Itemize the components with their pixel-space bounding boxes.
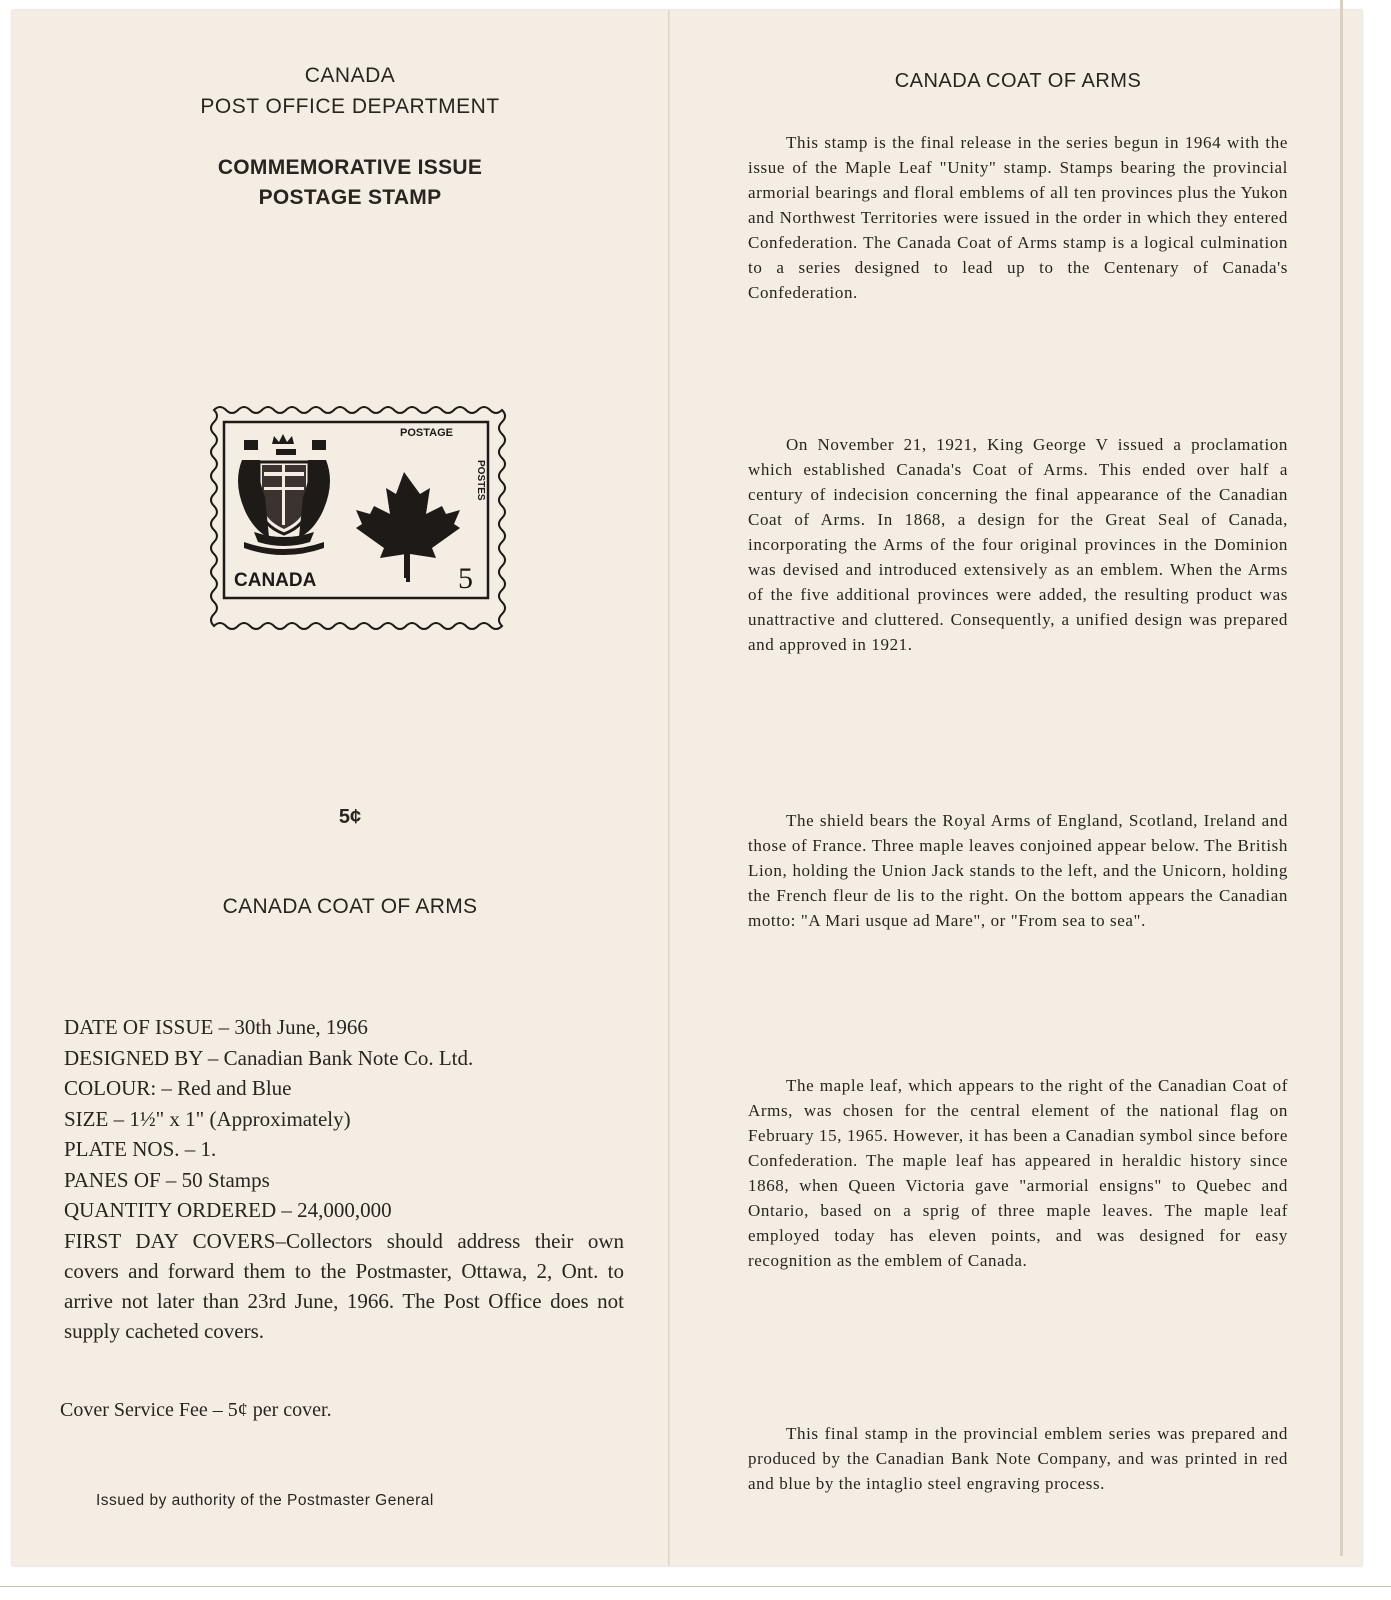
paragraph-shield	[748, 808, 1288, 933]
left-stamp-title: CANADA COAT OF ARMS	[222, 895, 478, 918]
detail-first-day-covers: FIRST DAY COVERS–Collectors should address their own covers and forward them to the Postmaster, Ottawa, 2, Ont. to arrive not later than 23rd June, 1966. The Post Office does not supply cacheted covers.	[64, 1228, 624, 1343]
paragraph-series-release	[748, 130, 1288, 305]
stamp-postes-label: POSTES	[475, 460, 486, 501]
header-department: POST OFFICE DEPARTMENT	[200, 95, 500, 118]
stamp-country-label: CANADA	[234, 570, 317, 591]
right-edge-shadow	[1340, 0, 1343, 1556]
detail-quantity-ordered: QUANTITY ORDERED – 24,000,000	[64, 1198, 392, 1222]
stamp-image	[204, 402, 508, 630]
paragraph-5-text: This final stamp in the provincial emblem series was prepared and produced by the Canadian Bank Note Company, and was printed in red and blue by the intaglio steel engraving process.	[748, 1424, 1288, 1493]
header-stamp-type: POSTAGE STAMP	[258, 186, 442, 209]
paragraph-3-text: The shield bears the Royal Arms of England, Scotland, Ireland and those of France. Three maple leaves conjoined appear below. The British Lion, holding the Union Jack stands to the left, and the Unicorn, holding the French fleur de lis to the right. On the bottom appears the Canadian motto: "A Mari usque ad Mare", or "From sea to sea".	[748, 811, 1288, 930]
stamp-price: 5¢	[338, 806, 362, 828]
detail-plate-nos: PLATE NOS. – 1.	[64, 1137, 217, 1161]
detail-designed-by: DESIGNED BY – Canadian Bank Note Co. Ltd.	[64, 1045, 474, 1070]
stamp-denomination: 5	[458, 562, 473, 595]
detail-panes-of: PANES OF – 50 Stamps	[64, 1167, 270, 1192]
cover-service-fee: Cover Service Fee – 5¢ per cover.	[60, 1399, 332, 1421]
header-issue-type: COMMEMORATIVE ISSUE	[217, 156, 483, 179]
bottom-rule	[0, 1586, 1391, 1587]
paragraph-production	[748, 1421, 1288, 1496]
stamp-illustration	[204, 402, 508, 630]
right-stamp-title: CANADA COAT OF ARMS	[894, 70, 1142, 92]
header-country: CANADA	[304, 64, 396, 87]
center-fold	[668, 10, 670, 1566]
paragraph-proclamation	[748, 432, 1288, 657]
detail-colour: COLOUR: – Red and Blue	[64, 1076, 292, 1100]
stamp-postage-label: POSTAGE	[400, 427, 453, 439]
issued-by-authority: Issued by authority of the Postmaster General	[96, 1492, 434, 1509]
maple-leaf-stem	[404, 552, 407, 578]
issue-details	[64, 1012, 624, 1346]
paragraph-2-text: On November 21, 1921, King George V issued a proclamation which established Canada's Coat of Arms. This ended over half a century of indecision concerning the final appearance of the Canadian Coat of Arms. In 1868, a design for the Great Seal of Canada, incorporating the Arms of the four original provinces in the Dominion was devised and introduced extensively as an emblem. When the Arms of the five additional provinces were added, the resulting product was unattractive and cluttered. Consequently, a unified design was prepared and approved in 1921.	[748, 435, 1288, 654]
paragraph-1-text: This stamp is the final release in the series begun in 1964 with the issue of the Maple Leaf "Unity" stamp. Stamps bearing the provincial armorial bearings and floral emblems of all ten provinces plus the Yukon and Northwest Territories were issued in the order in which they entered Confederation. The Canada Coat of Arms stamp is a logical culmination to a series designed to lead up to the Centenary of Canada's Confederation.	[748, 133, 1288, 302]
paragraph-maple-leaf	[748, 1073, 1288, 1273]
detail-date-of-issue: DATE OF ISSUE – 30th June, 1966	[64, 1015, 368, 1039]
detail-size: SIZE – 1½" x 1" (Approximately)	[64, 1106, 351, 1131]
paragraph-4-text: The maple leaf, which appears to the right of the Canadian Coat of Arms, was chosen for the central element of the national flag on February 15, 1965. However, it has been a Canadian symbol since before Confederation. The maple leaf has appeared in heraldic history since 1868, when Queen Victoria gave "armorial ensigns" to Quebec and Ontario, based on a sprig of three maple leaves. The maple leaf employed today has eleven points, and was designed for easy recognition as the emblem of Canada.	[748, 1076, 1288, 1270]
